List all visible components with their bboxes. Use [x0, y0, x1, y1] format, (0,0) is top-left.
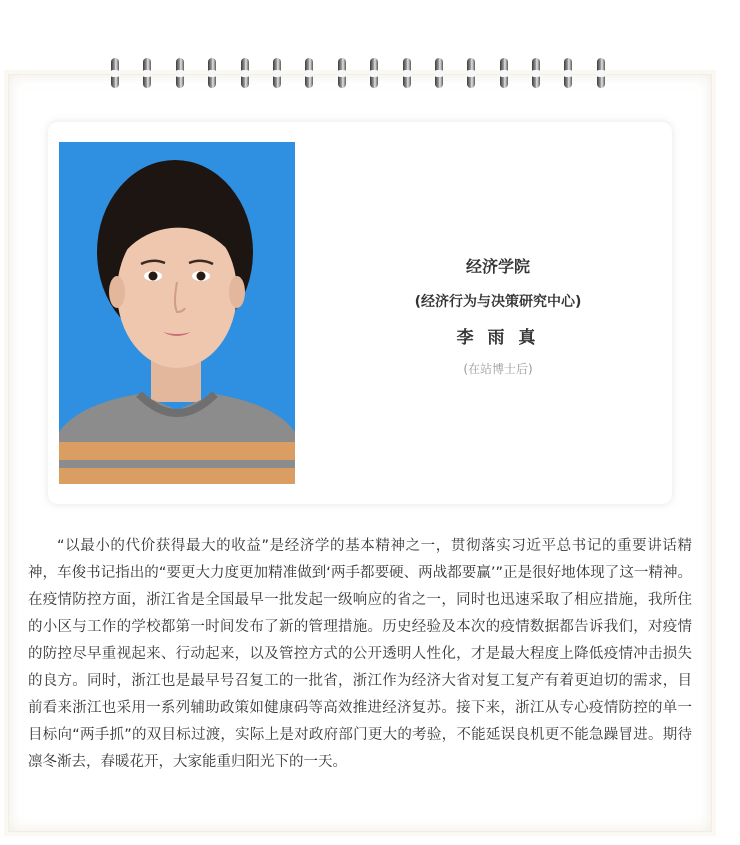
- binder-ring-icon: [140, 58, 154, 88]
- binder-ring-icon: [464, 58, 478, 88]
- department-title: 经济学院: [465, 257, 530, 276]
- binder-ring-icon: [205, 58, 219, 88]
- binder-rings: [108, 58, 608, 92]
- binder-ring-icon: [367, 58, 381, 88]
- article-paragraph: “以最小的代价获得最大的收益”是经济学的基本精神之一，贯彻落实习近平总书记的重要讲话精神，车俊书记指出的“要更大力度更加精准做到‘两手都要硬、两战都要赢’”正是很好地体现了这一精神。在疫情防控方面，浙江省是全国最早一批发起一级响应的省之一，同时也迅速采取了相应措施，我所住的小区与工作的学校都第一时间发布了新的管理措施。历史经验及本次的疫情数据都告诉我们，对疫情的防控尽早重视起来、行动起来，以及管控方式的公开透明人性化，才是最大程度上降低疫情冲击损失的良方。同时，浙江也是最早号召复工的一批省，浙江作为经济大省对复工复产有着更迫切的需求，目前看来浙江也采用一系列辅助政策如健康码等高效推进经济复苏。接下来，浙江从专心疫情防控的单一目标向“两手抓”的双目标过渡，实际上是对政府部门更大的考验，不能延误良机更不能急躁冒进。期待凛冬渐去，春暖花开，大家能重归阳光下的一天。: [28, 538, 692, 770]
- portrait-illustration: [59, 142, 295, 484]
- binder-ring-icon: [238, 58, 252, 88]
- binder-ring-icon: [432, 58, 446, 88]
- binder-ring-icon: [108, 58, 122, 88]
- binder-ring-icon: [400, 58, 414, 88]
- binder-ring-icon: [561, 58, 575, 88]
- binder-ring-icon: [270, 58, 284, 88]
- person-name: 李 雨 真: [456, 328, 540, 348]
- profile-info: [378, 254, 618, 377]
- binder-ring-icon: [173, 58, 187, 88]
- research-center: (经济行为与决策研究中心): [414, 294, 582, 310]
- binder-ring-icon: [497, 58, 511, 88]
- profile-card: [48, 122, 672, 504]
- binder-ring-icon: [302, 58, 316, 88]
- binder-ring-icon: [335, 58, 349, 88]
- binder-ring-icon: [529, 58, 543, 88]
- binder-ring-icon: [594, 58, 608, 88]
- portrait-photo: [59, 142, 295, 484]
- person-role: (在站博士后): [463, 362, 533, 376]
